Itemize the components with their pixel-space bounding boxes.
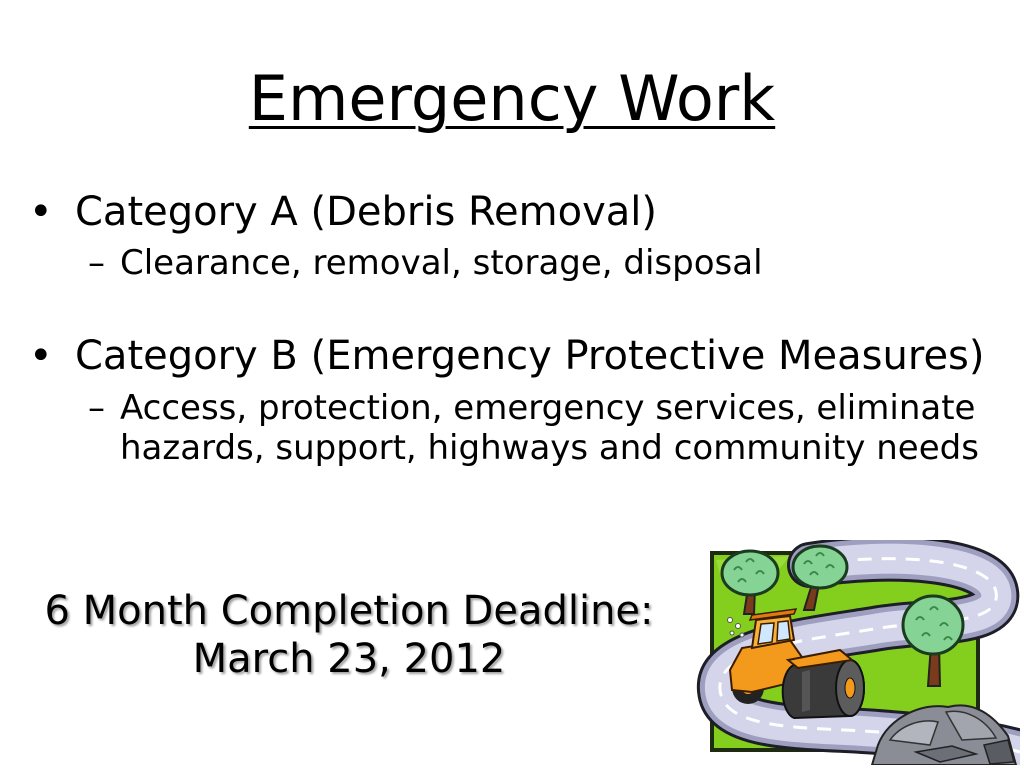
deadline-line-1: 6 Month Completion Deadline: (44, 588, 654, 634)
sub-bullet-marker: – (88, 388, 105, 428)
sub-bullet-text: Clearance, removal, storage, disposal (120, 243, 763, 283)
sub-bullet-marker: – (88, 243, 105, 283)
deadline-callout (0, 587, 698, 683)
bullet-text: Category A (Debris Removal) (75, 189, 657, 235)
bullet-text: Category B (Emergency Protective Measures) (75, 333, 985, 379)
bullet-category-a (29, 188, 1015, 236)
sub-bullet-category-b (88, 388, 1010, 468)
deadline-line-2: March 23, 2012 (192, 636, 506, 682)
bullet-category-b (29, 332, 1015, 380)
steamroller-road-clipart (690, 540, 1020, 765)
bullet-marker: • (29, 333, 53, 379)
sub-bullet-category-a (88, 243, 1010, 283)
bullet-marker: • (29, 189, 53, 235)
sub-bullet-text: Access, protection, emergency services, eliminate hazards, support, highways and community needs (120, 388, 979, 468)
slide-title: Emergency Work (248, 62, 776, 135)
